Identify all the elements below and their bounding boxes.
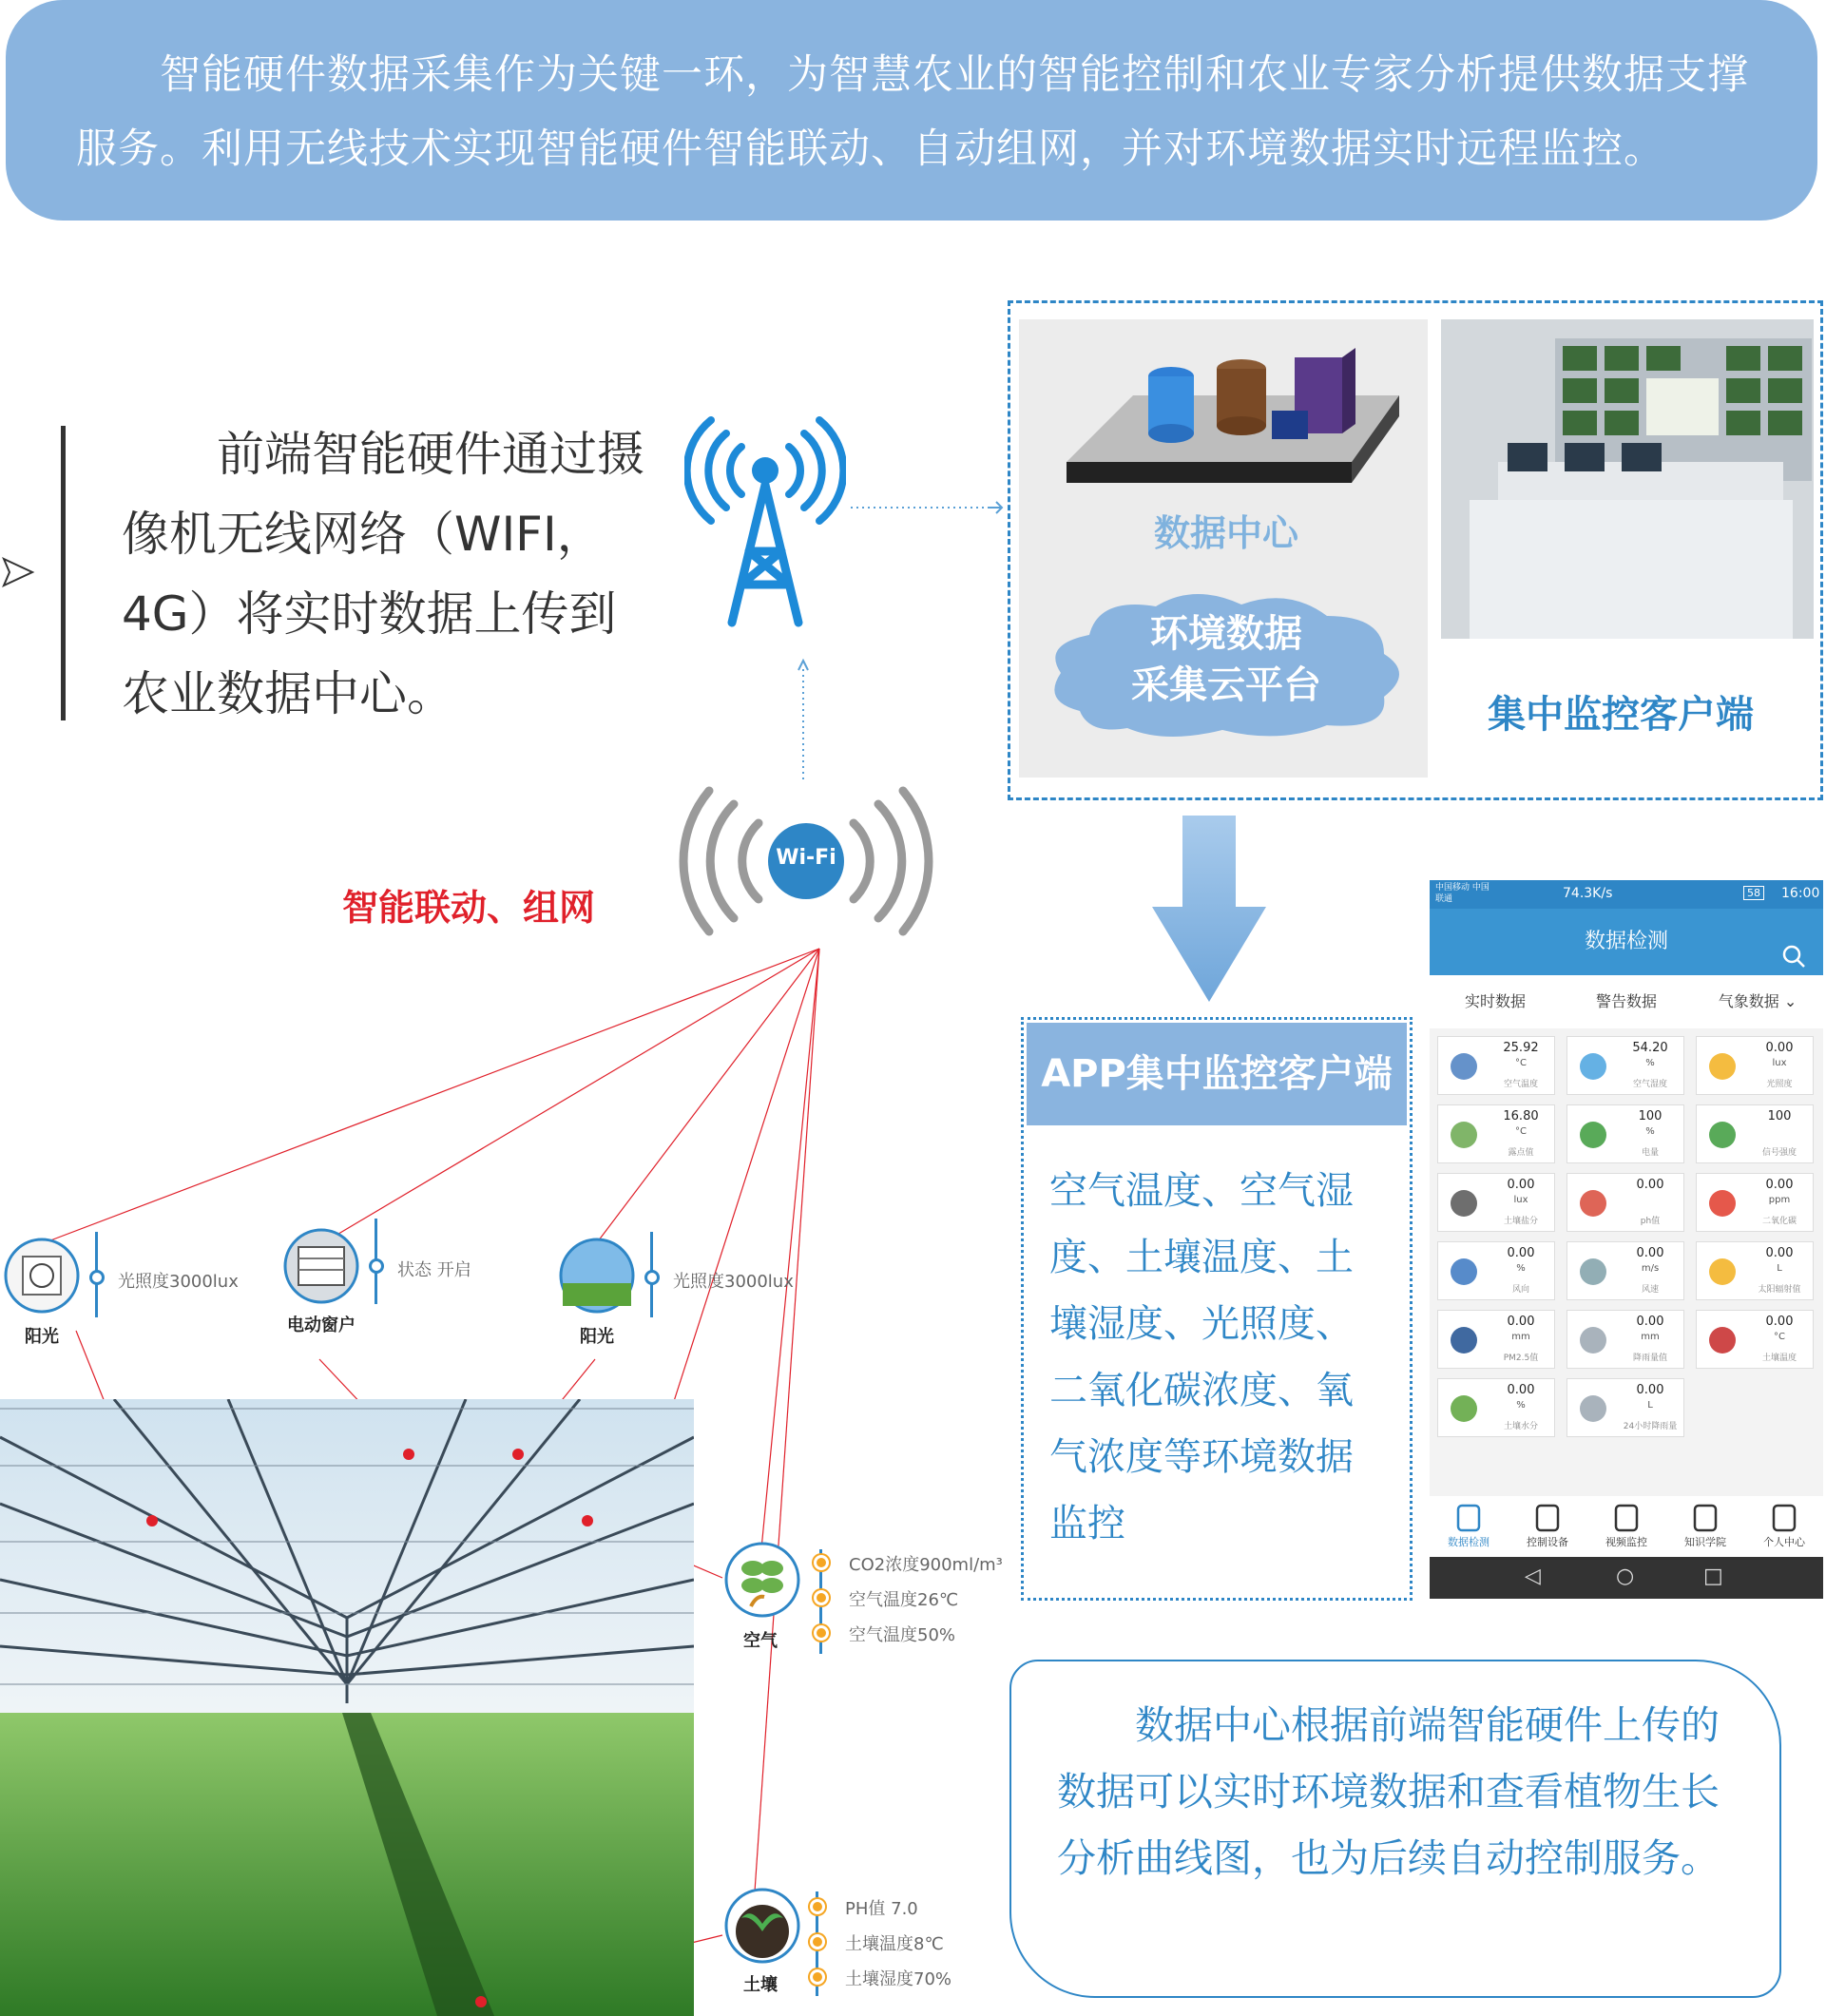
sensor-card[interactable] — [1567, 1173, 1684, 1232]
control-room-photo — [1441, 319, 1814, 639]
signal-icon — [1702, 1115, 1742, 1155]
sensor-value: 0.00 — [1507, 1383, 1535, 1397]
sensor-name: 风向 — [1511, 1285, 1529, 1295]
soil-sensor-icon — [722, 1886, 802, 1966]
data-check-icon — [1430, 1496, 1508, 1534]
sensor-name: 电量 — [1641, 1148, 1659, 1158]
wind-sock-icon — [1444, 1252, 1484, 1292]
sensor-unit: % — [1516, 1263, 1526, 1274]
sensor-unit: mm — [1641, 1332, 1660, 1342]
gas-mask-icon — [1444, 1320, 1484, 1360]
sun-icon — [1702, 1252, 1742, 1292]
sensor-unit: % — [1645, 1058, 1655, 1068]
reading-dot — [810, 1899, 825, 1914]
banner-text: 智能硬件数据采集作为关键一环，为智慧农业的智能控制和农业专家分析提供数据支撑服务。利用无线技术实现智能硬件智能联动、自动组网，并对环境数据实时远程监控。 — [76, 51, 1749, 173]
phone-status-bar — [1430, 880, 1823, 909]
sensor-unit: m/s — [1641, 1263, 1660, 1274]
carrier-text: 中国移动 中国联通 — [1435, 883, 1490, 904]
recent-apps-icon[interactable]: □ — [1703, 1565, 1723, 1588]
reading-text: CO2浓度900ml/m³ — [849, 1555, 1003, 1575]
sensor-name: 风速 — [1641, 1285, 1659, 1295]
sensor-card[interactable] — [1437, 1036, 1555, 1095]
sensor-value: 16.80 — [1503, 1109, 1539, 1123]
sensor-card[interactable] — [1696, 1310, 1814, 1369]
sensor-name: PM2.5值 — [1503, 1354, 1539, 1363]
sensor-probe-icon — [1444, 1183, 1484, 1223]
reading-dot — [814, 1555, 829, 1570]
sensor-value: 25.92 — [1503, 1041, 1539, 1055]
clock-time: 16:00 — [1781, 886, 1820, 901]
sensor-value: 0.00 — [1765, 1246, 1794, 1260]
sensor-value: 0.00 — [1507, 1178, 1535, 1192]
sensor-unit: lux — [1772, 1058, 1787, 1068]
reading-dot — [814, 1590, 829, 1605]
battery-icon — [1573, 1115, 1613, 1155]
network-speed: 74.3K/s — [1563, 886, 1613, 901]
sensor-unit: lux — [1513, 1195, 1528, 1205]
device-detail: 状态 开启 — [397, 1260, 471, 1280]
sensor-card[interactable] — [1696, 1241, 1814, 1300]
sensor-card-grid — [1430, 1028, 1823, 1494]
app-client-description: 空气温度、空气湿度、土壤温度、土壤湿度、光照度、二氧化碳浓度、氧气浓度等环境数据监控 — [1049, 1169, 1354, 1546]
sensor-name: 二氧化碳 — [1761, 1217, 1797, 1226]
reading-text: 空气温度26℃ — [849, 1590, 959, 1610]
sensor-card[interactable] — [1567, 1104, 1684, 1163]
nav-item[interactable]: 知识学院 — [1666, 1496, 1744, 1557]
battery-level: 58 — [1743, 886, 1764, 900]
device-dot — [644, 1270, 660, 1285]
reading-text: 土壤湿度70% — [845, 1969, 952, 1989]
sensor-name: 光照度 — [1766, 1080, 1793, 1089]
sensor-unit: ppm — [1768, 1195, 1791, 1205]
down-arrow-icon — [1152, 816, 1266, 1002]
sensor-name: 土壤盐分 — [1503, 1217, 1538, 1226]
sensor-card[interactable] — [1696, 1104, 1814, 1163]
sensor-name: ph值 — [1640, 1217, 1661, 1226]
nav-item[interactable]: 控制设备 — [1509, 1496, 1586, 1557]
monitor-icon — [1587, 1496, 1665, 1534]
reading-text: 空气温度50% — [849, 1625, 956, 1645]
home-icon[interactable]: ○ — [1616, 1565, 1635, 1588]
device-label: 电动窗户 — [287, 1315, 356, 1335]
sensor-card[interactable] — [1437, 1378, 1555, 1437]
control-panel-icon — [1509, 1496, 1586, 1534]
android-nav-bar — [1430, 1557, 1823, 1599]
search-icon[interactable] — [1781, 930, 1806, 954]
sensor-card[interactable] — [1696, 1173, 1814, 1232]
ph-scale-icon — [1573, 1183, 1613, 1223]
sensor-value: 100 — [1638, 1109, 1663, 1123]
device-label: 阳光 — [25, 1327, 59, 1347]
phone-header — [1430, 909, 1823, 975]
phone-header-title: 数据检测 — [1584, 930, 1668, 953]
plant-icon — [1444, 1115, 1484, 1155]
thermometer-icon — [1444, 1046, 1484, 1086]
monitor-client-label: 集中监控客户端 — [1488, 693, 1754, 737]
sensor-card[interactable] — [1567, 1310, 1684, 1369]
phone-tab-bar — [1430, 975, 1823, 1028]
sensor-name: 土壤水分 — [1503, 1422, 1538, 1431]
intro-text: 前端智能硬件通过摄像机无线网络（WIFI，4G）将实时数据上传到农业数据中心。 — [122, 427, 644, 721]
rain-cloud-icon — [1573, 1320, 1613, 1360]
user-icon — [1745, 1496, 1823, 1534]
reading-text: 土壤温度8℃ — [845, 1934, 944, 1954]
wind-turbine-icon — [1573, 1252, 1613, 1292]
sensor-value: 0.00 — [1765, 1041, 1794, 1055]
tab-alerts[interactable]: 警告数据 — [1595, 992, 1657, 1010]
soil-label: 土壤 — [743, 1975, 778, 1995]
window-icon — [281, 1226, 361, 1306]
reading-dot — [810, 1934, 825, 1949]
exhaust-fan-icon — [2, 1236, 82, 1315]
sensor-card[interactable] — [1696, 1036, 1814, 1095]
data-center-label: 数据中心 — [1153, 512, 1298, 554]
rain-cloud-icon — [1573, 1389, 1613, 1429]
cloud-label: 环境数据 采集云平台 — [1131, 612, 1321, 707]
sensor-value: 0.00 — [1636, 1246, 1664, 1260]
nav-item[interactable]: 数据检测 — [1430, 1496, 1508, 1557]
sensor-value: 0.00 — [1636, 1315, 1664, 1329]
device-dot — [369, 1258, 384, 1274]
sensor-value: 100 — [1767, 1109, 1792, 1123]
sensor-name: 降雨量值 — [1632, 1354, 1667, 1363]
soil-thermometer-icon — [1702, 1320, 1742, 1360]
sensor-name: 空气温度 — [1503, 1080, 1538, 1089]
sensor-value: 0.00 — [1765, 1315, 1794, 1329]
sensor-name: 空气湿度 — [1632, 1080, 1667, 1089]
sensor-unit: % — [1516, 1400, 1526, 1411]
seedling-icon — [1444, 1389, 1484, 1429]
sensor-unit: L — [1647, 1400, 1653, 1411]
sensor-card[interactable] — [1437, 1310, 1555, 1369]
sensor-card[interactable] — [1567, 1036, 1684, 1095]
phone-screenshot — [1430, 880, 1823, 1599]
sensor-card[interactable] — [1437, 1241, 1555, 1300]
device-detail: 光照度3000lux — [673, 1272, 794, 1292]
sensor-card[interactable] — [1567, 1241, 1684, 1300]
sensor-name: 露点值 — [1508, 1148, 1534, 1158]
air-label: 空气 — [743, 1631, 778, 1651]
book-icon — [1666, 1496, 1744, 1534]
phone-bottom-nav — [1430, 1496, 1823, 1557]
sensor-value: 54.20 — [1632, 1041, 1668, 1055]
back-icon[interactable]: ◁ — [1525, 1565, 1541, 1588]
sensor-value: 0.00 — [1636, 1383, 1664, 1397]
flower-icon — [1702, 1183, 1742, 1223]
chevron-down-icon: ⌄ — [1778, 992, 1797, 1010]
sensor-card[interactable] — [1437, 1104, 1555, 1163]
device-label: 阳光 — [580, 1327, 614, 1347]
water-drop-icon — [1573, 1046, 1613, 1086]
sensor-unit: °C — [1774, 1332, 1785, 1342]
sensor-unit: % — [1645, 1126, 1655, 1137]
sun-icon — [1702, 1046, 1742, 1086]
device-dot — [89, 1270, 105, 1285]
reading-dot — [810, 1969, 825, 1985]
server-rack-icon — [1019, 319, 1428, 509]
reading-dot — [814, 1625, 829, 1641]
air-sensor-icon — [722, 1540, 802, 1620]
summary-text: 数据中心根据前端智能硬件上传的数据可以实时环境数据和查看植物生长分析曲线图，也为后续自动控制服务。 — [1057, 1702, 1720, 1881]
tab-weather[interactable]: 气象数据 ⌄ — [1718, 992, 1797, 1010]
sensor-name: 信号强度 — [1761, 1148, 1797, 1158]
sensor-value: 0.00 — [1636, 1178, 1664, 1192]
nav-item[interactable]: 视频监控 — [1587, 1496, 1665, 1557]
device-detail: 光照度3000lux — [118, 1272, 239, 1292]
sensor-name: 土壤温度 — [1761, 1354, 1797, 1363]
sensor-value: 0.00 — [1765, 1178, 1794, 1192]
nav-item[interactable]: 个人中心 — [1745, 1496, 1823, 1557]
wifi-badge-text: Wi-Fi — [776, 846, 836, 870]
sensor-value: 0.00 — [1507, 1246, 1535, 1260]
greenhouse-photo — [0, 1399, 694, 2016]
sensor-card[interactable] — [1437, 1173, 1555, 1232]
sensor-value: 0.00 — [1507, 1315, 1535, 1329]
sensor-name: 太阳辐射值 — [1758, 1285, 1801, 1295]
tab-realtime[interactable]: 实时数据 — [1464, 992, 1526, 1010]
app-client-title: APP集中监控客户端 — [1027, 1023, 1407, 1125]
reading-text: PH值 7.0 — [845, 1899, 918, 1919]
sensor-card[interactable] — [1567, 1378, 1684, 1437]
sensor-unit: °C — [1515, 1058, 1527, 1068]
linkage-label: 智能联动、组网 — [342, 887, 596, 929]
sensor-unit: L — [1777, 1263, 1782, 1274]
sensor-unit: °C — [1515, 1126, 1527, 1137]
sensor-unit: mm — [1511, 1332, 1530, 1342]
sky-icon — [557, 1236, 637, 1315]
sensor-name: 24小时降雨量 — [1623, 1422, 1678, 1431]
